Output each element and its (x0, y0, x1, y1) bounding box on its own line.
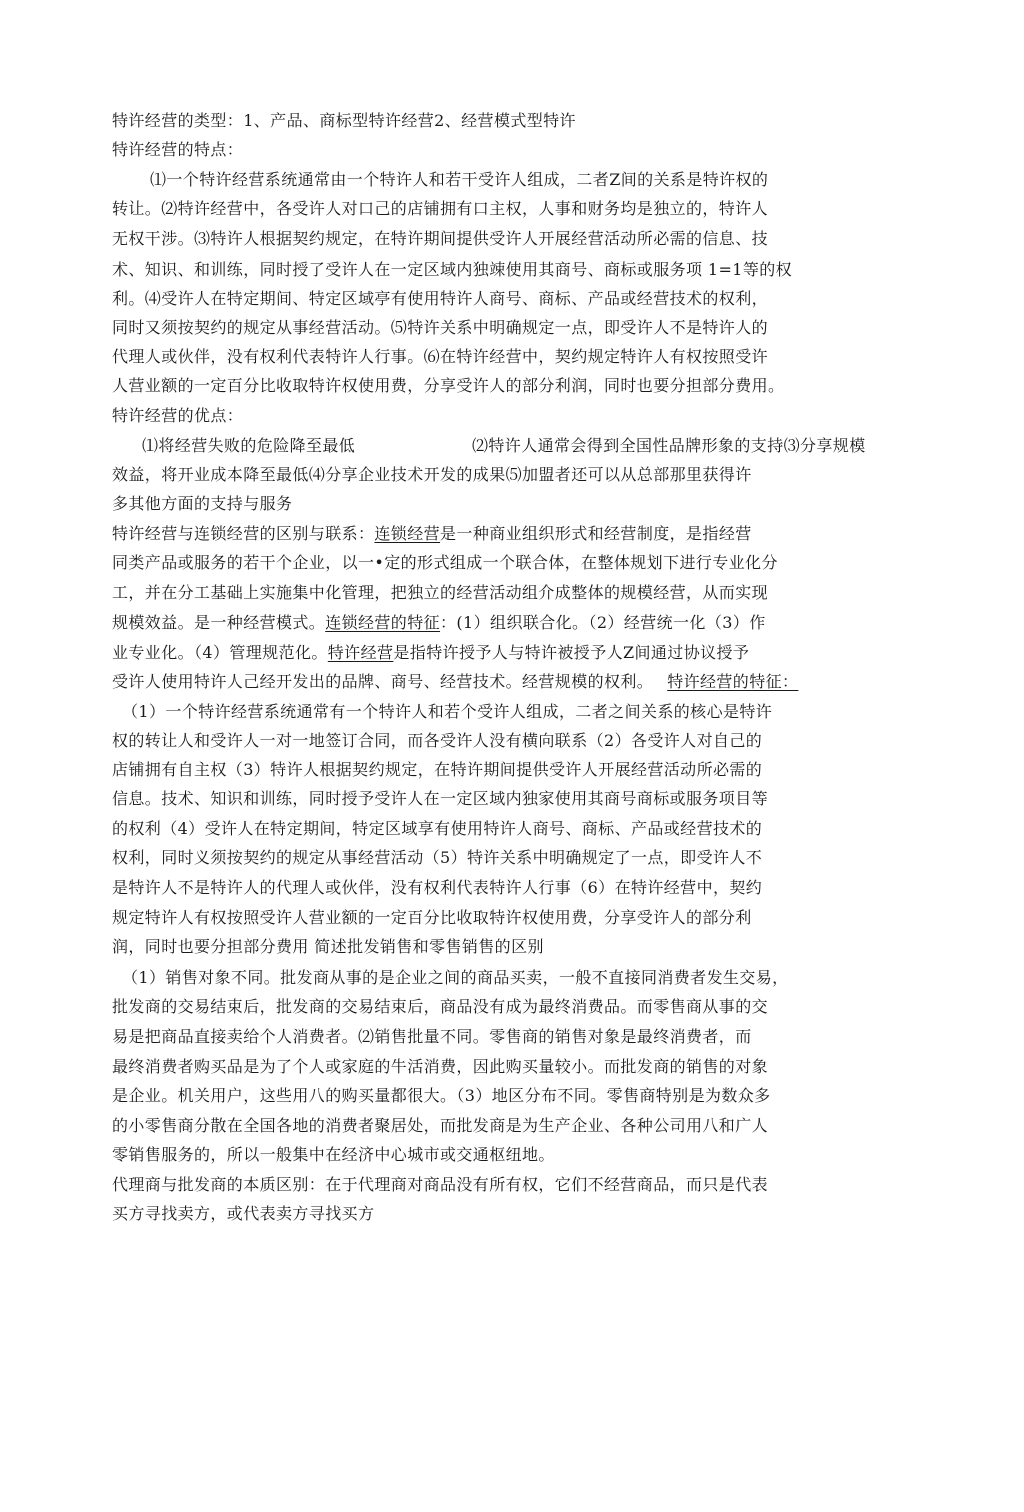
underlined-term: 特许经营的特征： (667, 672, 799, 691)
text-line: 多其他方面的支持与服务 (112, 494, 293, 513)
text-line: 店铺拥有自主权（3）特许人根据契约规定，在特许期间提供受许人开展经营活动所必需的 (112, 760, 763, 779)
text-line: 是特许人不是特许人的代理人或伙伴，没有权利代表特许人行事（6）在特许经营中，契约 (112, 878, 763, 897)
text-line (112, 643, 749, 663)
text-line: 零销售服务的，所以一般集中在经济中心城市或交通枢纽地。 (112, 1145, 555, 1164)
text-line: 批发商的交易结束后，批发商的交易结束后，商品没有成为最终消费品。而零售商从事的交 (112, 997, 769, 1016)
text-line: 买方寻找卖方，或代表卖方寻找买方 (112, 1204, 375, 1223)
text-line: 利。⑷受许人在特定期间、特定区域亭有使用特许人商号、商标、产品或经营技术的权利， (112, 289, 769, 308)
text-line: 润，同时也要分担部分费用 简述批发销售和零售销售的区别 (112, 937, 544, 956)
section-heading: 特许经营与连锁经营的区别与联系： (112, 524, 375, 543)
section-heading: 特许经营的优点： (112, 406, 244, 425)
text-line: ⑴一个特许经营系统通常由一个特许人和若干受许人组成，二者Z间的关系是特许权的 (150, 170, 769, 189)
text-line: 信息。技术、知识和训练，同时授予受许人在一定区域内独家使用其商号商标或服务项目等 (112, 789, 769, 808)
text-line: 代理商与批发商的本质区别：在于代理商对商品没有所有权，它们不经营商品，而只是代表 (112, 1175, 769, 1194)
text-line: （1）销售对象不同。批发商从事的是企业之间的商品买卖，一般不直接同消费者发生交易， (122, 968, 789, 987)
text-line: 权的转让人和受许人一对一地签订合同，而各受许人没有横向联系（2）各受许人对自己的 (112, 731, 763, 750)
text-line: 代理人或伙伴，没有权利代表特许人行事。⑹在特许经营中，契约规定特许人有权按照受许 (112, 347, 769, 366)
underlined-term: 连锁经营的特征 (325, 613, 441, 632)
text-line: 特许经营的类型：1、产品、商标型特许经营2、经营模式型特许 (112, 111, 576, 130)
text-line: ⑴将经营失败的危险降至最低 (142, 436, 356, 455)
text-line: 权利，同时义须按契约的规定从事经营活动（5）特许关系中明确规定了一点，即受许人不 (112, 848, 763, 867)
text-line: 易是把商品直接卖给个人消费者。⑵销售批量不同。零售商的销售对象是最终消费者，而 (112, 1027, 752, 1046)
text-run: 是一种商业组织形式和经营制度，是指经营 (440, 524, 752, 543)
text-run: ：(1）组织联合化。（2）经营统一化（3）作 (440, 613, 766, 632)
underlined-term: 连锁经营 (374, 524, 441, 543)
text-line: ⑵特许人通常会得到全国性品牌形象的支持⑶分享规模 (472, 436, 866, 455)
text-line: 同类产品或服务的若干个企业，以一•定的形式组成一个联合体，在整体规划下进行专业化分 (112, 553, 778, 572)
text-line: 是企业。机关用户，这些用八的购买量都很大。（3）地区分布不同。零售商特别是为数众多 (112, 1086, 771, 1105)
section-heading: 特许经营的特点： (112, 140, 244, 159)
underlined-term: 特许经营 (327, 643, 394, 662)
text-line: 人营业额的一定百分比收取特许权使用费，分享受许人的部分利润，同时也要分担部分费用。 (112, 376, 785, 395)
text-run: 规模效益。是一种经营模式。 (112, 613, 326, 632)
text-line: 工，并在分工基础上实施集中化管理，把独立的经营活动组介成整体的规模经营，从而实现 (112, 583, 769, 602)
text-line (112, 524, 752, 544)
text-line: 效益，将开业成本降至最低⑷分享企业技术开发的成果⑸加盟者还可以从总部那里获得许 (112, 465, 752, 484)
text-line: （1）一个特许经营系统通常有一个特许人和若个受许人组成，二者之间关系的核心是特许 (122, 702, 773, 721)
text-line (112, 613, 766, 633)
text-line: 无权干涉。⑶特许人根据契约规定，在特许期间提供受许人开展经营活动所必需的信息、技 (112, 229, 769, 248)
text-line: 术、知识、和训练，同时授了受许人在一定区域内独竦使用其商号、商标或服务项 1=1等的权 (112, 260, 793, 279)
text-line: 的权利（4）受许人在特定期间，特定区域享有使用特许人商号、商标、产品或经营技术的 (112, 819, 763, 838)
text-run: 业专业化。（4）管理规范化。 (112, 643, 328, 662)
text-run: 是指特许授予人与特许被授予人Z间通过协议授予 (393, 643, 750, 662)
text-line: 规定特许人有权按照受许人营业额的一定百分比收取特许权使用费，分享受许人的部分利 (112, 908, 752, 927)
text-run: 受许人使用特许人己经开发出的品牌、商号、经营技术。经营规模的权利。 (112, 672, 654, 691)
text-line (112, 672, 798, 692)
text-line: 最终消费者购买品是为了个人或家庭的牛活消费，因此购买量较小。而批发商的销售的对象 (112, 1057, 769, 1076)
text-line: 转让。⑵特许经营中，各受许人对口己的店铺拥有口主权，人事和财务均是独立的，特许人 (112, 199, 769, 218)
text-line: 同时又须按契约的规定从事经营活动。⑸特许关系中明确规定一点，即受许人不是特许人的 (112, 318, 769, 337)
text-line: 的小零售商分散在全国各地的消费者聚居处，而批发商是为生产企业、各种公司用八和广人 (112, 1116, 769, 1135)
